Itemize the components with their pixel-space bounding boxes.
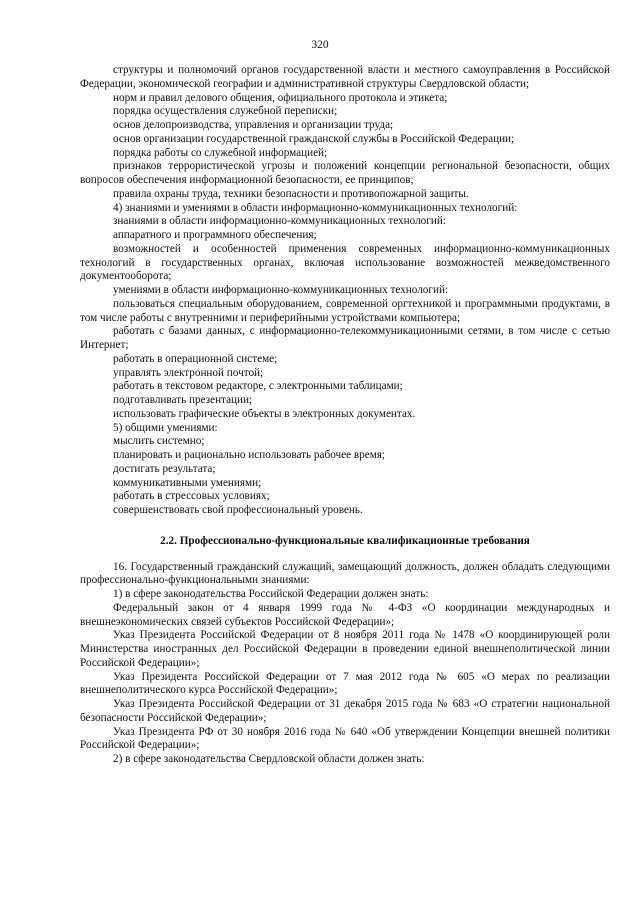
paragraph-16-requirements: 16. Государственный гражданский служащий, замещающий должность, должен обладать следующими профессионально-функциональными знаниями: <box>80 560 610 587</box>
paragraph-professional-growth: совершенствовать свой профессиональный уровень. <box>113 504 363 516</box>
paragraph-labor-safety: правила охраны труда, техники безопасности и противопожарной защиты. <box>113 187 469 200</box>
paragraph-databases: работать с базами данных, с информационно-телекоммуникационными сетями, в том числе с сетью Интернет; <box>80 325 610 351</box>
paragraph-structure-authorities: структуры и полномочий органов государственной власти и местного самоуправления в Российской Федерации, экономической географии и административной структуры Свердловской области; <box>80 64 610 90</box>
paragraph-ict-knowledge: знаниями в области информационно-коммуникационных технологий: <box>113 215 446 228</box>
paragraph-security: признаков террористической угрозы и положений концепции региональной безопасности, общих вопросов обеспечения информационной безопасности, ее принципов; <box>80 160 610 186</box>
paragraph-decree-605: Указ Президента Российской Федерации от 7 мая 2012 года № 605 «О мерах по реализации внешнеполитического курса Российской Федерации»; <box>80 670 610 697</box>
paragraph-text-editor: работать в текстовом редакторе, с электронными таблицами; <box>113 380 403 393</box>
paragraph-ict-skills: умениями в области информационно-коммуникационных технологий: <box>113 284 449 296</box>
paragraph-ict-capabilities: возможностей и особенностей применения современных информационно-коммуникационных технологий в государственных органах, включая использование возможностей межведомственного документооборота; <box>80 242 610 283</box>
page-number: 320 <box>311 39 329 51</box>
paragraph-time-planning: планировать и рационально использовать рабочее время; <box>113 449 386 461</box>
paragraph-hardware-software: аппаратного и программного обеспечения; <box>113 229 317 241</box>
paragraph-correspondence: порядка осуществления служебной переписки; <box>113 105 338 118</box>
paragraph-ict-heading: 4) знаниями и умениями в области информационно-коммуникационных технологий: <box>113 201 518 214</box>
paragraph-decree-1478: Указ Президента Российской Федерации от 8 ноября 2011 года № 1478 «О координирующей роли Министерства иностранных дел Российской Федерации в проведении единой внешнеполитической линии Российской Федерации»; <box>80 629 610 669</box>
paragraph-sverdlovsk-legislation: 2) в сфере законодательства Свердловской области должен знать: <box>113 753 425 765</box>
paragraph-graphics: использовать графические объекты в электронных документах. <box>113 407 416 420</box>
paragraph-civil-service: основ организации государственной гражданской службы в Российской Федерации; <box>113 132 515 145</box>
paragraph-decree-683: Указ Президента Российской Федерации от 31 декабря 2015 года № 683 «О стратегии национальной безопасности Российской Федерации»; <box>80 698 610 724</box>
paragraph-federal-legislation: 1) в сфере законодательства Российской Федерации должен знать: <box>113 588 429 600</box>
paragraph-service-information: порядка работы со служебной информацией; <box>113 146 328 159</box>
paragraph-federal-law-4fz: Федеральный закон от 4 января 1999 года № 4-ФЗ «О координации международных и внешнеэкономических связей субъектов Российской Федерации»; <box>80 601 610 628</box>
paragraph-operating-system: работать в операционной системе; <box>113 352 278 365</box>
paragraph-decree-640: Указ Президента РФ от 30 ноября 2016 года № 640 «Об утверждении Концепции внешней политики Российской Федерации»; <box>80 725 610 752</box>
paragraph-systems-thinking: мыслить системно; <box>113 435 205 448</box>
paragraph-email: управлять электронной почтой; <box>113 366 264 379</box>
paragraph-equipment-use: пользоваться специальным оборудованием, современной оргтехникой и программными продуктами, в том числе работы с внутренними и периферийными устройствами компьютера; <box>80 297 610 324</box>
paragraph-stress: работать в стрессовых условиях; <box>113 490 270 503</box>
paragraph-records-management: основ делопроизводства, управления и организации труда; <box>113 119 394 131</box>
section-heading: 2.2. Профессионально-функциональные квалификационные требования <box>160 534 530 547</box>
paragraph-communication: коммуникативными умениями; <box>113 476 262 489</box>
paragraph-business-etiquette: норм и правил делового общения, официального протокола и этикета; <box>113 91 448 104</box>
page-body <box>80 64 610 767</box>
paragraph-presentations: подготавливать презентации; <box>113 394 253 406</box>
paragraph-general-skills-heading: 5) общими умениями: <box>113 421 218 434</box>
paragraph-results: достигать результата; <box>113 462 216 475</box>
